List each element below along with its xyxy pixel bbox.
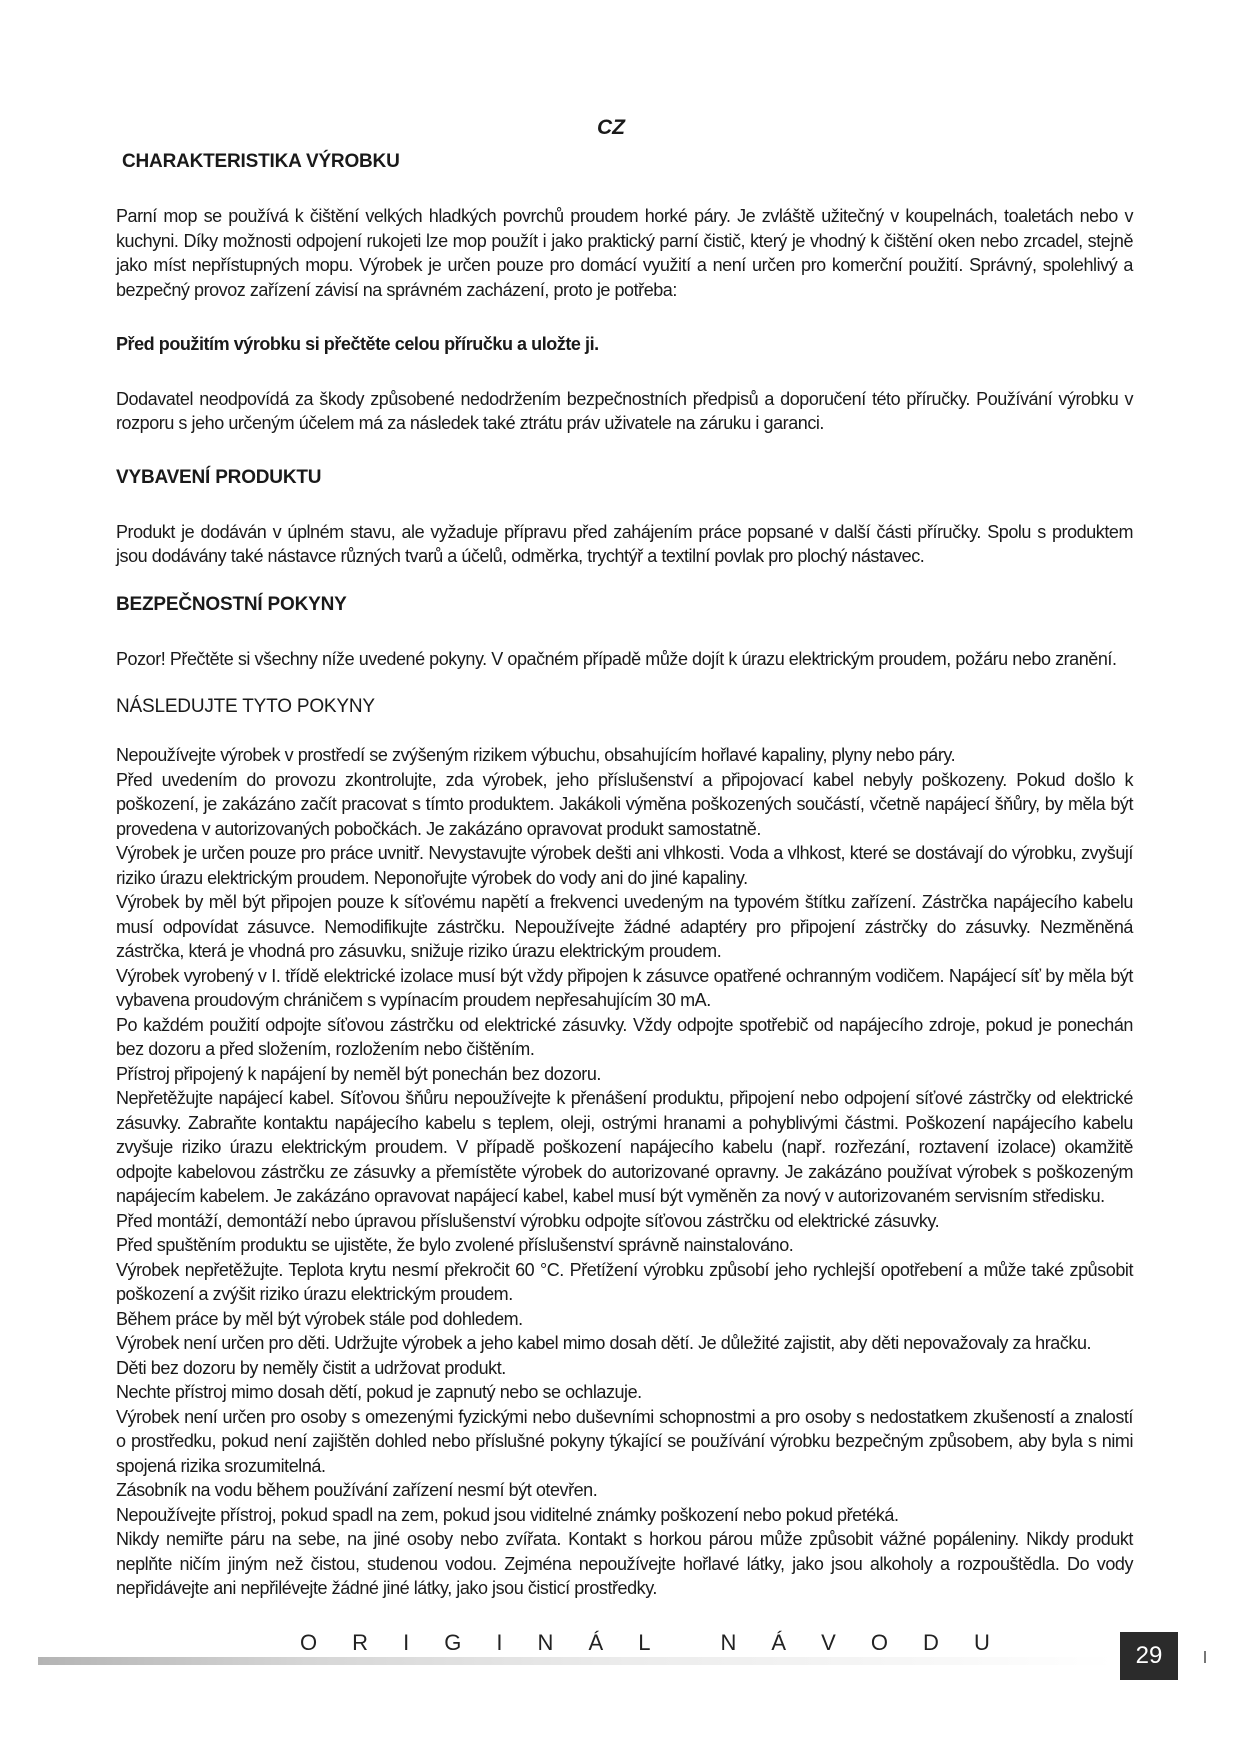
footer-letter: O bbox=[870, 1630, 888, 1655]
product-description: Parní mop se používá k čištění velkých hladkých povrchů proudem horké páry. Je zvláště užitečný v koupelnách, toaletách nebo v kuchyni. Díky možnosti odpojení rukojeti lze mop použít i jako praktický parní čistič, který je vhodný k čištění oken nebo zrcadel, stejně jako míst nepřístupných mopu. Výrobek je určen pouze pro domácí využití a není určen pro komerční použití. Správný, spolehlivý a bezpečný provoz zařízení závisí na správném zacházení, proto je potřeba: bbox=[116, 206, 1133, 300]
list-item: Nepřetěžujte napájecí kabel. Síťovou šňůru nepoužívejte k přenášení produktu, připojení nebo odpojení síťové zástrčky od elektrické zásuvky. Zabraňte kontaktu napájecího kabelu s teplem, oleji, ostrými hranami a pohyblivými částmi. Poškození napájecího kabelu zvyšuje riziko úrazu elektrickým proudem. V případě poškození napájecího kabelu (např. rozřezání, roztavení izolace) okamžitě odpojte kabelovou zástrčku ze zásuvky a přemístěte výrobek do autorizované opravny. Je zakázáno používat výrobek s poškozeným napájecím kabelem. Je zakázáno opravovat napájecí kabel, kabel musí být vyměněn za nový v autorizovaném servisním středisku. bbox=[116, 1088, 1133, 1206]
list-item: Po každém použití odpojte síťovou zástrčku od elektrické zásuvky. Vždy odpojte spotřebič od napájecího zdroje, pokud je ponechán bez dozoru a před složením, rozložením nebo čištěním. bbox=[116, 1014, 1133, 1059]
footer-letter: N bbox=[537, 1630, 554, 1655]
language-code: CZ bbox=[597, 116, 625, 139]
safety-warning: Pozor! Přečtěte si všechny níže uvedené pokyny. V opačném případě může dojít k úrazu elektrickým proudem, požáru nebo zranění. bbox=[116, 648, 1117, 669]
safety-list bbox=[116, 743, 1133, 1601]
page-content bbox=[116, 150, 1133, 1601]
footer-letter: R bbox=[352, 1630, 369, 1655]
list-item: Výrobek vyrobený v I. třídě elektrické izolace musí být vždy připojen k zásuvce opatřené ochranným vodičem. Napájecí síť by měla být vybavena proudovým chráničem s vypínacím proudem nepřesahujícím 30 mA. bbox=[116, 965, 1133, 1010]
footer-letter: D bbox=[923, 1630, 939, 1655]
list-item: Nepoužívejte výrobek v prostředí se zvýšeným rizikem výbuchu, obsahujícím hořlavé kapaliny, plyny nebo páry. bbox=[116, 745, 956, 765]
list-item: Výrobek nepřetěžujte. Teplota krytu nesmí překročit 60 °C. Přetížení výrobku způsobí jeho rychlejší opotřebení a může také způsobit poškození a zvýšit riziko úrazu elektrickým proudem. bbox=[116, 1259, 1133, 1304]
footer-letter: U bbox=[973, 1630, 990, 1655]
list-item: Výrobek není určen pro děti. Udržujte výrobek a jeho kabel mimo dosah dětí. Je důležité zajistit, aby děti nepovažovaly za hračku. bbox=[116, 1333, 1092, 1353]
list-item: Výrobek by měl být připojen pouze k síťovému napětí a frekvenci uvedeným na typovém štítku zařízení. Zástrčka napájecího kabelu musí odpovídat zásuvce. Nemodifikujte zástrčku. Nepoužívejte žádné adaptéry pro připojení zástrčky do zásuvky. Nezměněná zástrčka, která je vhodná pro zásuvku, snižuje riziko úrazu elektrickým proudem. bbox=[116, 892, 1133, 961]
list-item: Nepoužívejte přístroj, pokud spadl na zem, pokud jsou viditelné známky poškození nebo pokud přetéká. bbox=[116, 1504, 899, 1525]
footer-letter: I bbox=[496, 1630, 503, 1655]
footer-original-manual bbox=[300, 1630, 990, 1656]
list-item: Před spuštěním produktu se ujistěte, že bylo zvolené příslušenství správně nainstalováno. bbox=[116, 1235, 794, 1255]
footer-letter: V bbox=[821, 1630, 836, 1655]
footer-letter: O bbox=[300, 1630, 318, 1655]
footer-letter: G bbox=[444, 1630, 462, 1655]
list-item: Nechte přístroj mimo dosah dětí, pokud je zapnutý nebo se ochlazuje. bbox=[116, 1382, 642, 1402]
follow-instructions-subtitle: NÁSLEDUJTE TYTO POKYNY bbox=[116, 696, 375, 717]
list-item: Výrobek není určen pro osoby s omezenými fyzickými nebo duševními schopnostmi a pro osoby s nedostatkem zkušeností a znalostí o prostředku, pokud není zajištěn dohled nebo příslušné pokyny týkající se používání výrobku bezpečným způsobem, aby byla s nimi spojená rizika srozumitelná. bbox=[116, 1406, 1133, 1476]
page-number: 29 bbox=[1120, 1632, 1178, 1680]
list-item: Zásobník na vodu během používání zařízení nesmí být otevřen. bbox=[116, 1480, 598, 1500]
heading-safety-instructions: BEZPEČNOSTNÍ POKYNY bbox=[116, 593, 347, 615]
footer-gradient-bar bbox=[38, 1657, 1114, 1665]
list-item: Výrobek je určen pouze pro práce uvnitř. Nevystavujte výrobek dešti ani vlhkosti. Voda a vlhkost, které se dostávají do výrobku, zvyšují riziko úrazu elektrickým proudem. Neponořujte výrobek do vody ani do jiné kapaliny. bbox=[116, 843, 1133, 888]
liability-paragraph: Dodavatel neodpovídá za škody způsobené nedodržením bezpečnostních předpisů a doporučení této příručky. Používání výrobku v rozporu s jeho určeným účelem má za následek také ztrátu práv uživatele na záruku i garanci. bbox=[116, 388, 1133, 433]
footer-letter: I bbox=[403, 1630, 410, 1655]
footer-letter: L bbox=[638, 1630, 651, 1655]
list-item: Před uvedením do provozu zkontrolujte, zda výrobek, jeho příslušenství a připojovací kabel nebyly poškozeny. Pokud došlo k poškození, je zakázáno začít pracovat s tímto produktem. Jakákoli výměna poškozených součástí, včetně napájecí šňůry, by měla být provedena v autorizovaných pobočkách. Je zakázáno opravovat produkt samostatně. bbox=[116, 769, 1133, 839]
footer-letter: Á bbox=[771, 1630, 787, 1655]
list-item: Nikdy nemiřte páru na sebe, na jiné osoby nebo zvířata. Kontakt s horkou párou může způsobit vážné popáleniny. Nikdy produkt neplňte ničím jiným než čistou, studenou vodou. Zejména nepoužívejte hořlavé látky, jako jsou alkoholy a rozpouštědla. Do vody nepřidávejte ani nepřilévejte žádné jiné látky, jako jsou čisticí prostředky. bbox=[116, 1529, 1133, 1598]
list-item: Před montáží, demontáží nebo úpravou příslušenství výrobku odpojte síťovou zástrčku od elektrické zásuvky. bbox=[116, 1210, 940, 1231]
footer-letter: Á bbox=[588, 1630, 604, 1655]
page-edge-mark bbox=[1204, 1651, 1206, 1663]
heading-product-characteristics: CHARAKTERISTIKA VÝROBKU bbox=[122, 151, 400, 172]
list-item: Během práce by měl být výrobek stále pod dohledem. bbox=[116, 1308, 523, 1329]
equipment-paragraph: Produkt je dodáván v úplném stavu, ale vyžaduje přípravu před zahájením práce popsané v další části příručky. Spolu s produktem jsou dodávány také nástavce různých tvarů a účelů, odměrka, trychtýř a textilní povlak pro plochý nástavec. bbox=[116, 521, 1133, 566]
list-item: Děti bez dozoru by neměly čistit a udržovat produkt. bbox=[116, 1357, 506, 1378]
footer-letter: N bbox=[720, 1630, 737, 1655]
list-item: Přístroj připojený k napájení by neměl být ponechán bez dozoru. bbox=[116, 1063, 601, 1084]
heading-product-equipment: VYBAVENÍ PRODUKTU bbox=[116, 466, 322, 488]
read-manual-note: Před použitím výrobku si přečtěte celou příručku a uložte ji. bbox=[116, 334, 599, 354]
